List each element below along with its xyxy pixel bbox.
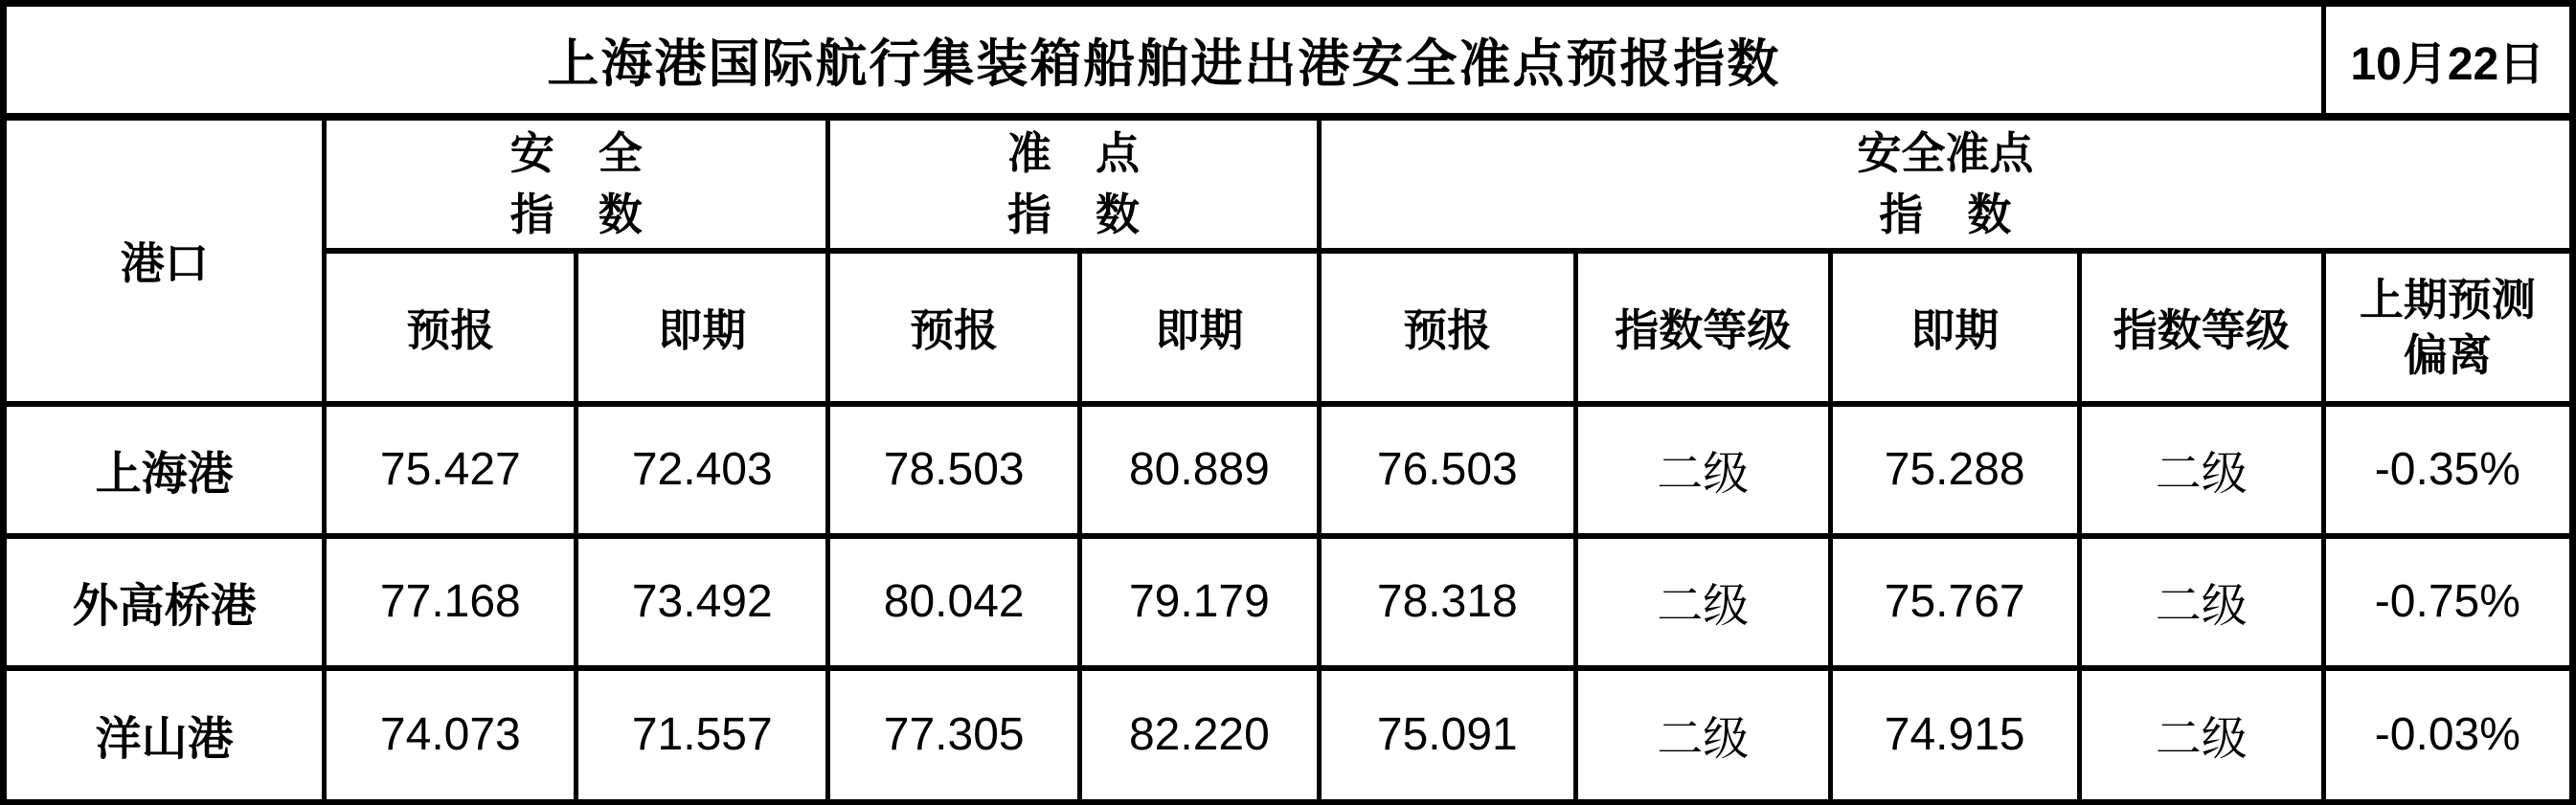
deviation-header-line1: 上期预测	[2359, 274, 2536, 324]
grade-cell: 二级	[1575, 668, 1830, 803]
value-cell: 75.091	[1319, 668, 1575, 803]
safety-punctuality-index-group-header	[1319, 117, 2572, 251]
port-name: 上海港	[4, 404, 325, 536]
port-column-header: 港口	[4, 117, 325, 404]
punctuality-index-group-header	[828, 117, 1319, 251]
port-name: 外高桥港	[4, 536, 325, 668]
grade-cell: 二级	[1575, 404, 1830, 536]
value-cell: 76.503	[1319, 404, 1575, 536]
subheader-safety-forecast: 预报	[325, 251, 576, 404]
table-row-shanghai	[4, 404, 2573, 536]
subheader-previous-forecast-deviation	[2323, 251, 2572, 404]
value-cell: 80.042	[828, 536, 1080, 668]
deviation-header-line2: 偏离	[2403, 329, 2492, 380]
value-cell: 75.288	[1830, 404, 2079, 536]
value-cell: 78.503	[828, 404, 1080, 536]
safety-group-line2: 指 数	[509, 190, 643, 239]
value-cell: 75.767	[1830, 536, 2079, 668]
group-header-row	[4, 117, 2573, 251]
value-cell: 74.073	[325, 668, 576, 803]
subheader-safety-spot: 即期	[576, 251, 828, 404]
grade-cell: 二级	[2079, 404, 2323, 536]
subheader-punctuality-forecast: 预报	[828, 251, 1080, 404]
table-row-waigaoqiao	[4, 536, 2573, 668]
safety-index-group-header	[325, 117, 828, 251]
deviation-cell: -0.75%	[2323, 536, 2572, 668]
date-label: 10月22日	[2323, 4, 2572, 117]
grade-cell: 二级	[2079, 536, 2323, 668]
value-cell: 80.889	[1080, 404, 1320, 536]
safety-group-line1: 安 全	[509, 128, 643, 178]
value-cell: 82.220	[1080, 668, 1320, 803]
title-row	[4, 4, 2573, 117]
value-cell: 78.318	[1319, 536, 1575, 668]
subheader-punctuality-spot: 即期	[1080, 251, 1320, 404]
value-cell: 74.915	[1830, 668, 2079, 803]
value-cell: 71.557	[576, 668, 828, 803]
punctuality-group-line1: 准 点	[1006, 128, 1140, 178]
value-cell: 77.168	[325, 536, 576, 668]
value-cell: 75.427	[325, 404, 576, 536]
page-title: 上海港国际航行集装箱船舶进出港安全准点预报指数	[4, 4, 2324, 117]
grade-cell: 二级	[2079, 668, 2323, 803]
punctuality-group-line2: 指 数	[1006, 190, 1140, 239]
value-cell: 73.492	[576, 536, 828, 668]
subheader-sp-forecast: 预报	[1319, 251, 1575, 404]
sub-header-row	[4, 251, 2573, 404]
value-cell: 79.179	[1080, 536, 1320, 668]
subheader-sp-spot-grade: 指数等级	[2079, 251, 2323, 404]
value-cell: 77.305	[828, 668, 1080, 803]
deviation-cell: -0.35%	[2323, 404, 2572, 536]
safety-punctuality-group-line2: 指 数	[1879, 190, 2012, 239]
grade-cell: 二级	[1575, 536, 1830, 668]
subheader-sp-spot: 即期	[1830, 251, 2079, 404]
safety-punctuality-group-line1: 安全准点	[1857, 128, 2034, 178]
value-cell: 72.403	[576, 404, 828, 536]
deviation-cell: -0.03%	[2323, 668, 2572, 803]
subheader-sp-forecast-grade: 指数等级	[1575, 251, 1830, 404]
table-row-yangshan	[4, 668, 2573, 803]
port-name: 洋山港	[4, 668, 325, 803]
